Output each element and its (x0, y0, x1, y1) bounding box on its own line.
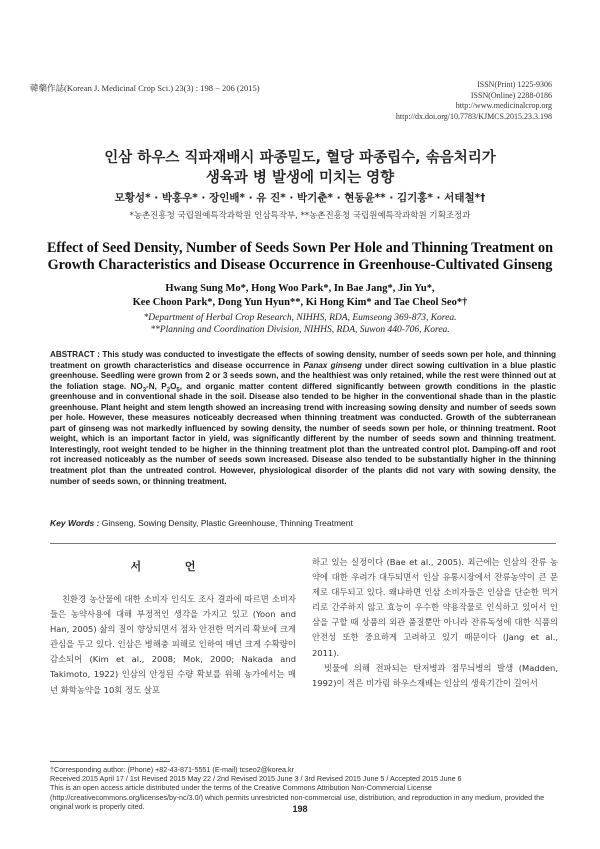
paragraph: 하고 있는 실정이다 (Bae et al., 2005). 최근에는 인삼의 잔류 농약에 대한 우려가 대두되면서 인삼 유통시장에서 잔류농약이 큰 문제로 대두되고 있다. 왜냐하면 인삼 소비자들은 인삼을 단순한 먹거리로 간주하지 않고 효능이 우수한 약용작물로 인식하고 있어서 인삼을 구할 때 상품의 외관 품질뿐만 아니라 잔류독성에 대한 식품의 안전성 또한 중요하게 고려하고 있기 때문이다 (Jang et al., 2011). (312, 557, 558, 658)
issn-print: ISSN(Print) 1225-9306 (477, 80, 552, 89)
journal-identifiers (396, 80, 552, 122)
paragraph: 친환경 농산물에 대한 소비자 인식도 조사 결과에 따르면 소비자들은 농약사용에 대해 부정적인 생각을 가지고 있고 (Yoon and Han, 2005) 삶의 질이 향상되면서 점차 안전한 먹거리 확보에 크게 관심을 두고 있다. 인삼은 병해충 피해로 인하여 매년 크게 수확량이 감소되어 (Kim et al., 2008; Mok, 2000; Nakada and Takimoto, 1922) 인삼의 안정된 수량 확보를 위해 농가에서는 매년 화학농약을 10회 정도 살포 (50, 594, 296, 695)
korean-affiliation: *농촌진흥청 국립원예특작과학원 인삼특작부, **농촌진흥청 국립원예특작과학원 기획조정과 (129, 211, 471, 221)
english-authors-line2: Kee Choon Park*, Dong Yun Hyun**, Ki Hong Kim* and Tae Cheol Seo*† (132, 297, 468, 308)
english-affil-line1: *Department of Herbal Crop Research, NIHHS, RDA, Eumseong 369-873, Korea. (143, 313, 457, 323)
english-title-line1: Effect of Seed Density, Number of Seeds Sown Per Hole and Thinning Treatment on (46, 240, 554, 256)
abstract-text-1: This study was conducted to investigate the effects of sowing density, number of seeds sown per hole, and thinning treatment on growth characteristics and disease occurrence in (50, 350, 556, 370)
english-affiliation (0, 312, 600, 336)
korean-title-line2: 생육과 병 발생에 미치는 영향 (205, 170, 395, 186)
abstract-text-4: O (170, 381, 177, 391)
english-title-line2: Growth Characteristics and Disease Occurrence in Greenhouse-Cultivated Ginseng (47, 257, 553, 273)
abstract-sub-5: 5 (176, 387, 180, 394)
abstract (50, 350, 556, 487)
english-authors-line1: Hwang Sung Mo*, Hong Woo Park*, In Bae Jang*, Jin Yu*, (165, 283, 435, 294)
korean-title (0, 148, 600, 188)
section-divider (50, 543, 556, 544)
abstract-label: ABSTRACT : (50, 350, 100, 359)
abstract-text-2: under direct sowing cultivation in a blue plastic greenhouse. Seedling were grown from 2 or 3 seeds sown, and the healthiest was only retained, while the rest were thinned out at the foliation stage. NO (50, 360, 557, 391)
keywords-text: Ginseng, Sowing Density, Plastic Greenhouse, Thinning Treatment (99, 518, 353, 528)
license-text: This is an open access article distributed under the terms of the Creative Commons Attribution Non-Commercial License (http://creativecommons.org/licenses/by-nc/3.0/) which permits unrestricted non-commercial use, distribution, and reproduction in any medium, provided the original work is properly cited. (50, 783, 545, 811)
abstract-species: Panax ginseng (303, 360, 362, 370)
corresponding-author: †Corresponding author: (Phone) +82-43-871-5551 (E-mail) tcseo2@korea.kr (50, 765, 295, 774)
page-number: 198 (292, 804, 308, 814)
english-affil-line2: **Planning and Coordination Division, NIHHS, RDA, Suwon 440-706, Korea. (150, 325, 450, 335)
abstract-sub-2: 2 (166, 387, 171, 394)
journal-citation: 韓藥作誌(Korean J. Medicinal Crop Sci.) 23(3) : 198 − 206 (2015) (30, 83, 260, 93)
abstract-text-3: -N, P (146, 381, 167, 391)
english-authors (0, 282, 600, 310)
right-column (312, 555, 558, 691)
section-title: 서 언 (130, 560, 216, 573)
paragraph: 빗물에 의해 전파되는 탄저병과 점무늬병의 발생 (Madden, 1992)이 적은 비가림 하우스재배는 인삼의 생육기간이 길어서 (312, 662, 558, 688)
keywords-label: Key Words : (50, 518, 100, 528)
issn-online: ISSN(Online) 2288-0186 (470, 90, 552, 100)
left-column (50, 592, 296, 698)
abstract-sub-3: 3 (142, 387, 147, 394)
doi-link[interactable]: http://dx.doi.org/10.7783/KJMCS.2015.23.3.198 (395, 111, 552, 121)
received-dates: Received 2015 April 17 / 1st Revised 2015 May 22 / 2nd Revised 2015 June 3 / 3rd Revised 2015 June 5 / Accepted 2015 June 6 (50, 774, 462, 784)
footnote-rule (50, 761, 170, 762)
abstract-text-5: , and organic matter content differed significantly between growth conditions in the plastic greenhouse and in conventional shade in the soil. Disease also tended to be higher in the conventional shade than in the plastic greenhouse. Plant height and stem length showed an increasing trend with increasing sowing density and number of seeds sown per hole. However, these measures noticeably decreased when thinning treatment was conducted. Growth of the subterranean part of ginseng was not markedly influenced by sowing density, the number of seeds sown per hole, or thinning treatment. Root weight, which is an important factor in yield, was significantly different by the number of seeds sown and thinning treatment. Interestingly, root weight tended to be higher in the thinning treatment plot than the untreated control plot. Damping-off and root rot increased noticeably as the number of seeds sown increased. Disease also tended to be substantially higher in the thinning treatment plot than the untreated control. However, physiological disorder of the plants did not vary with sowing density, the number of seeds sown, or thinning treatment. (50, 381, 556, 486)
journal-url[interactable]: http://www.medicinalcrop.org (455, 101, 552, 110)
english-title (34, 240, 566, 274)
korean-authors: 모황성* · 박홍우* · 장인배* · 유 진* · 박기춘* · 현동윤** · 김기홍* · 서태철*† (114, 192, 486, 204)
korean-title-line1: 인삼 하우스 직파재배시 파종밀도, 혈당 파종립수, 솎음처리가 (104, 150, 496, 166)
keywords (50, 518, 556, 528)
